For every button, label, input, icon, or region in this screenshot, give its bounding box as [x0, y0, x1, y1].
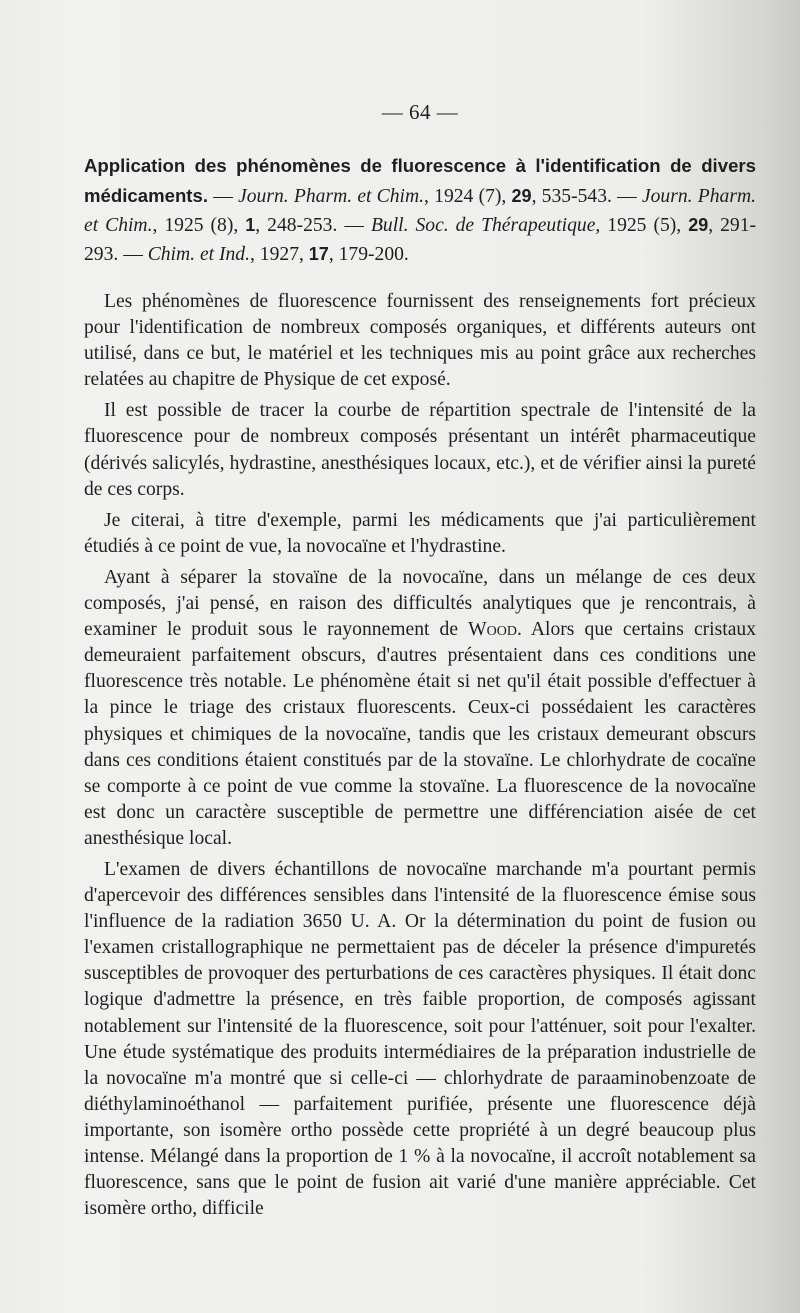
wood-name: Wood [468, 619, 517, 641]
ref-volume-1: 29 [511, 186, 532, 206]
paragraph-1: Les phénomènes de fluorescence fournissent des renseignements fort précieux pour l'identification de nombreux composés organiques, et différents auteurs ont utilisé, dans ce but, le matériel et les techniques mis au point grâce aux recherches relatées au chapitre de Physique de cet exposé. [84, 291, 756, 391]
ref-detail-4b: , 179-200. [328, 244, 409, 265]
ref-separator: — [118, 244, 148, 265]
paragraph-4-part-b: . Alors que certains cristaux demeuraient parfaitement obscurs, d'autres présentaient dans ces conditions une fluorescence très notable. Le phénomène était si net qu'il était possible d'effectuer à la pince le triage des cristaux fluorescents. Ceux-ci possédaient les caractères physiques et chimiques de la novocaïne, tandis que les cristaux demeurant obscurs dans ces conditions étaient constitués par de la stovaïne. Le chlorhydrate de cocaïne se comporte à ce point de vue comme la stovaïne. La fluorescence de la novocaïne est donc un caractère susceptible de permettre une différenciation aisée de cet anesthésique local. [84, 619, 756, 849]
page-number: — 64 — [381, 100, 459, 124]
bibliographic-reference [84, 151, 756, 269]
ref-volume-3: 29 [688, 215, 709, 235]
paragraph-3: Je citerai, à titre d'exemple, parmi les médicaments que j'ai particulièrement étudiés à ce point de vue, la novocaïne et l'hydrastine. [84, 509, 756, 557]
ref-separator: — [208, 186, 239, 207]
ref-volume-2: 1 [245, 215, 256, 235]
ref-journal-1: Journ. Pharm. et Chim. [238, 186, 425, 207]
ref-detail-2a: , 1925 (8), [152, 215, 246, 236]
paragraph-2: Il est possible de tracer la courbe de répartition spectrale de l'intensité de la fluorescence pour de nombreux composés présentant un intérêt pharmaceutique (dérivés salicylés, hydrastine, anesthésiques locaux, etc.), et de vérifier ainsi la pureté de ces corps. [84, 400, 756, 500]
reference-title: Application des phénomènes de fluorescence à l'identification de divers médicaments. [84, 155, 756, 206]
ref-detail-2b: , 248-253. [255, 215, 338, 236]
paragraph-4-part-a: Ayant à séparer la stovaïne de la novocaïne, dans un mélange de ces deux composés, j'ai pensé, en raison des difficultés analytiques que je rencontrais, à examiner le produit sous le rayonnement de [84, 566, 756, 641]
ref-detail-4a: , 1927, [250, 244, 309, 265]
paragraph-4 [84, 565, 756, 852]
ref-detail-1a: , 1924 (7), [424, 186, 512, 207]
ref-journal-3: Bull. Soc. de Thérapeutique [370, 215, 596, 236]
ref-separator: — [337, 215, 371, 236]
ref-detail-3b: , 291-293. [84, 215, 757, 265]
paragraph-5: L'examen de divers échantillons de novocaïne marchande m'a pourtant permis d'apercevoir des différences sensibles dans l'intensité de la fluorescence émise sous l'influence de la radiation 3650 U. A. Or la détermination du point de fusion ou l'examen cristallographique ne permettaient pas de déceler la présence d'impuretés susceptibles de provoquer des perturbations de ces caractères physiques. Il était donc logique d'admettre la présence, en très faible proportion, de composés agissant notablement sur l'intensité de la fluorescence, soit pour l'atténuer, soit pour l'exalter. Une étude systématique des produits intermédiaires de la préparation industrielle de la novocaïne m'a montré que si celle-ci — chlorhydrate de paraaminobenzoate de diéthylaminoéthanol — parfaitement purifiée, présente une fluorescence déjà importante, son isomère ortho possède cette propriété à un degré beaucoup plus intense. Mélangé dans la proportion de 1 % à la novocaïne, il accroît notablement sa fluorescence, sans que le point de fusion ait varié d'une manière appréciable. Cet isomère ortho, difficile [84, 858, 756, 1220]
ref-detail-3a: , 1925 (5), [595, 215, 689, 236]
ref-detail-1b: , 535-543. [531, 186, 612, 207]
ref-separator: — [611, 186, 642, 207]
ref-journal-4: Chim. et Ind. [147, 244, 250, 265]
ref-volume-4: 17 [308, 244, 329, 264]
ref-journal-2: Journ. Pharm. et Chim. [84, 186, 756, 236]
